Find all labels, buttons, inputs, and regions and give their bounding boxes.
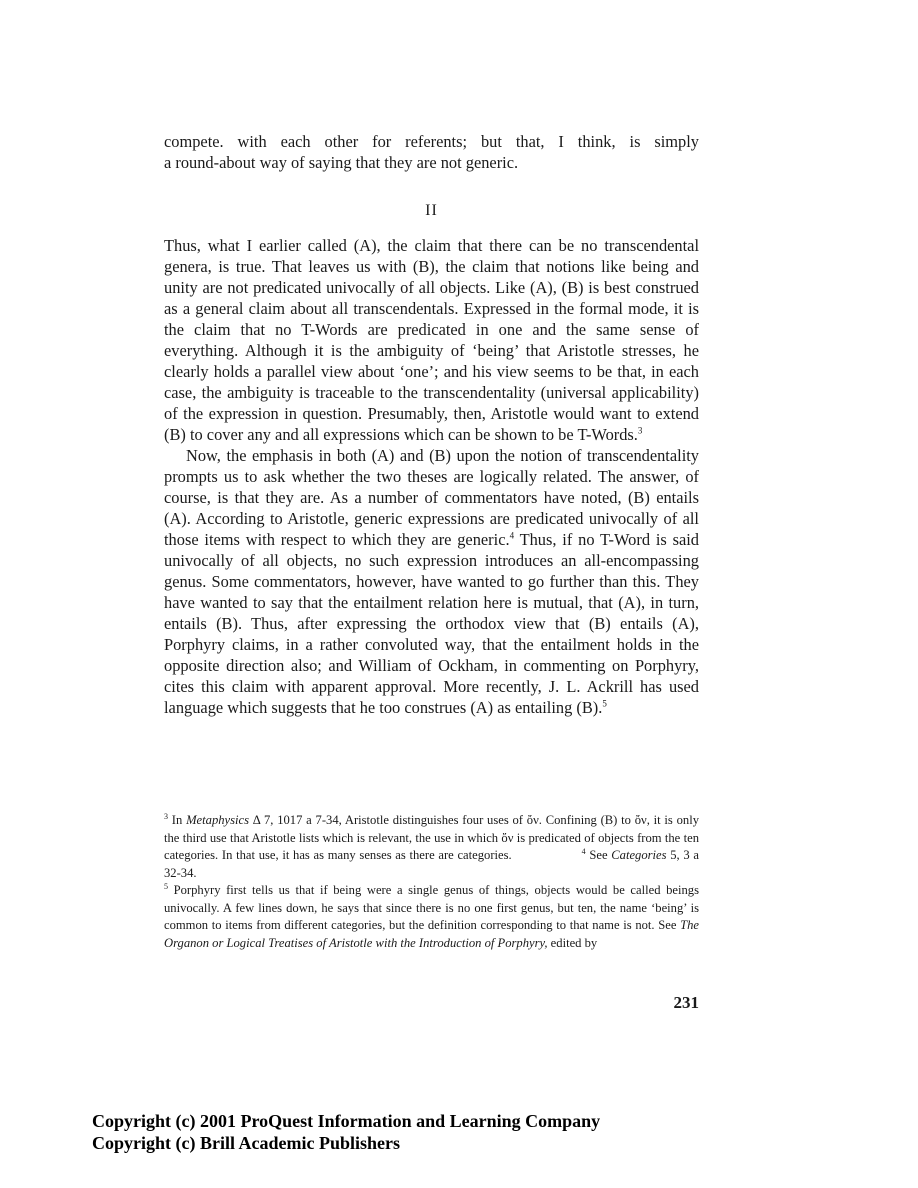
continued-paragraph: [164, 131, 699, 173]
footnotes: [164, 812, 699, 952]
copyright-line-1: Copyright (c) 2001 ProQuest Information and Learning Company: [92, 1111, 601, 1131]
footnote-4-mark: 4: [581, 846, 586, 856]
paragraph-2-text-b: Thus, if no T-Word is said univocally of all objects, no such expression introduces an all-encompassing genus. Some commentators, however, have wanted to go further than this. They have wanted to say that the entailment relation here is mutual, that (A), in turn, entails (B). Thus, after expressing the orthodox view that (B) entails (A), Porphyry claims, in a rather convoluted way, that the entailment holds in the opposite direction also; and William of Ockham, in commenting on Porphyry, cites this claim with apparent approval. More recently, J. L. Ackrill has used language which suggests that he too construes (A) as entailing (B).: [164, 530, 699, 717]
footnote-ref-4: 4: [509, 530, 515, 541]
footnote-5: [164, 882, 699, 952]
footnote-4-pre: See: [585, 848, 612, 862]
footnote-3-title: Metaphysics: [186, 813, 250, 827]
footnote-3-pre: In: [168, 813, 187, 827]
footnote-3-text: Δ 7, 1017 a 7-34, Aristotle distinguishes four uses of ὄν. Confining (B) to ὄν, it is only the third use that Aristotle lists which is relevant, the use in which ὄν is predicated of objects from the ten categories. In that use, it has as many senses as there are categories.: [164, 813, 699, 862]
footnote-5-tail: edited by: [547, 935, 598, 950]
footnote-5-mark: 5: [164, 881, 168, 891]
footnote-3-and-4: [164, 812, 699, 882]
section-heading: II: [425, 202, 438, 219]
footnote-4-text: 5, 3 a 32-34.: [164, 848, 700, 880]
paragraph-2-text-a: Now, the emphasis in both (A) and (B) upon the notion of transcendentality prompts us to ask whether the two theses are logically related. The answer, of course, is that they are. As a number of commentators have noted, (B) entails (A). According to Aristotle, generic expressions are predicated univocally of all those items with respect to which they are generic.: [164, 446, 699, 549]
footnote-3-mark: 3: [164, 811, 168, 821]
continued-line-1: compete. with each other for referents; but that, I think, is simply: [164, 132, 699, 151]
footnote-5-text: Porphyry first tells us that if being were a single genus of things, objects would be called beings univocally. A few lines down, he says that since there is no one first genus, but ten, the name ‘being’ is common to items from different categories, but the definition corresponding to that name is not. See: [164, 883, 699, 932]
paragraph-1: [164, 235, 699, 445]
continued-line-2: a round-about way of saying that they are not generic.: [164, 153, 519, 172]
paragraph-2: [164, 445, 699, 718]
footnote-ref-5: 5: [602, 698, 607, 709]
footnote-5-title: The Organon or Logical Treatises of Aristotle with the Introduction of Porphyry,: [164, 918, 699, 950]
paragraph-1-text: Thus, what I earlier called (A), the claim that there can be no transcendental genera, is true. That leaves us with (B), the claim that notions like being and unity are not predicated univocally of all objects. Like (A), (B) is best construed as a general claim about all transcendentals. Expressed in the formal mode, it is the claim that no T-Words are predicated in one and the same sense of everything. Although it is the ambiguity of ‘being’ that Aristotle stresses, he clearly holds a parallel view about ‘one’; and his view seems to be that, in each case, the ambiguity is traceable to the transcendentality (universal applicability) of the expression in question. Presumably, then, Aristotle would want to extend (B) to cover any and all expressions which can be shown to be T-Words.: [164, 236, 699, 444]
footnote-ref-3: 3: [637, 425, 643, 436]
copyright-line-2: Copyright (c) Brill Academic Publishers: [92, 1133, 400, 1153]
section-body: [164, 235, 699, 718]
page-number: 231: [673, 993, 699, 1012]
footnote-4-title: Categories: [611, 848, 667, 862]
